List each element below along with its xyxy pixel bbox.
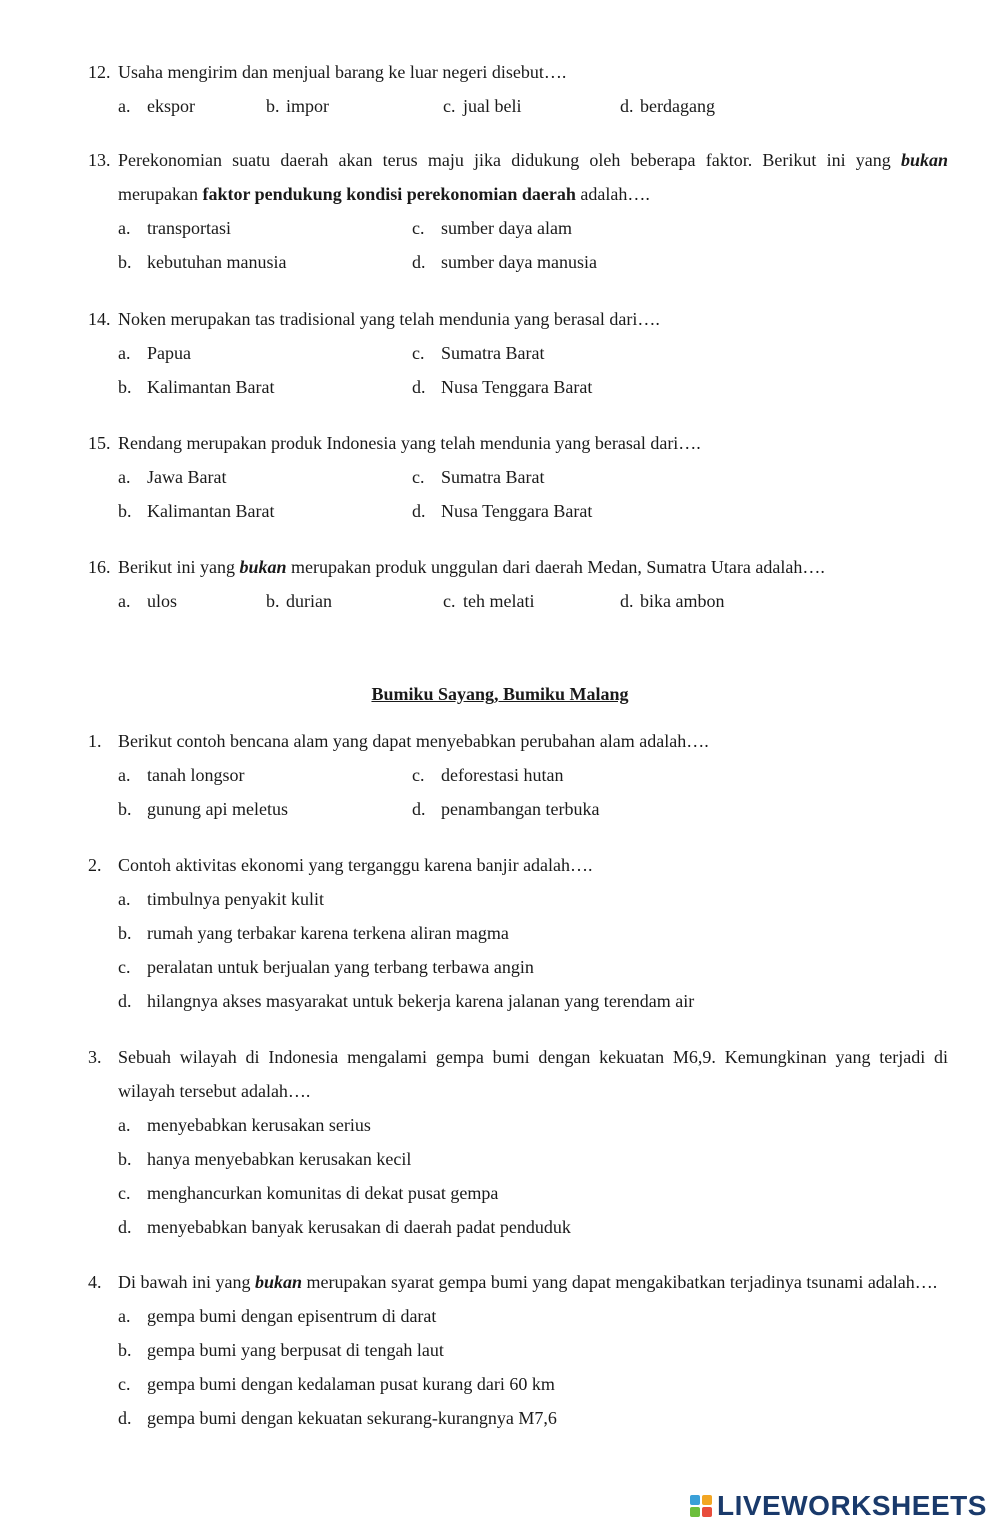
option-letter: a. — [118, 218, 131, 238]
option-c[interactable] — [412, 758, 706, 792]
options-row — [118, 758, 948, 792]
option-letter: d. — [412, 377, 426, 397]
option-letter: c. — [118, 1374, 131, 1394]
answer-options — [118, 336, 948, 404]
answer-options — [118, 211, 948, 279]
option-text: Kalimantan Barat — [147, 501, 275, 521]
options-row — [118, 370, 948, 404]
option-text: sumber daya alam — [441, 218, 572, 238]
options-row — [118, 494, 948, 528]
options-row — [118, 1367, 948, 1401]
option-d[interactable] — [118, 984, 694, 1018]
question-text-segment: Perekonomian suatu daerah akan terus maju jika didukung oleh beberapa faktor. Berikut ini yang — [118, 150, 901, 170]
option-letter: a. — [118, 889, 131, 909]
options-row — [118, 584, 948, 618]
option-text: gempa bumi dengan episentrum di darat — [147, 1306, 437, 1326]
option-letter: d. — [412, 252, 426, 272]
question-text-segment: Sebuah wilayah di Indonesia mengalami gempa bumi dengan kekuatan M6,9. Kemungkinan yang terjadi di wilayah tersebut adalah…. — [118, 1047, 948, 1101]
option-letter: b. — [118, 252, 132, 272]
option-text: hilangnya akses masyarakat untuk bekerja karena jalanan yang terendam air — [147, 991, 695, 1011]
answer-options — [118, 882, 948, 1018]
option-text: peralatan untuk berjualan yang terbang terbawa angin — [147, 957, 534, 977]
options-row — [118, 1333, 948, 1367]
options-row — [118, 245, 948, 279]
option-letter: d. — [118, 991, 132, 1011]
question-text-segment: bukan — [900, 150, 948, 170]
option-c[interactable] — [443, 584, 620, 618]
option-letter: c. — [412, 765, 425, 785]
option-a[interactable] — [118, 89, 266, 123]
question-text-segment: Berikut ini yang — [118, 557, 240, 577]
option-letter: b. — [118, 501, 132, 521]
option-letter: b. — [118, 1340, 132, 1360]
option-letter: d. — [620, 591, 634, 611]
option-letter: c. — [118, 1183, 131, 1203]
question-text-segment: Di bawah ini yang — [118, 1272, 255, 1292]
option-b[interactable] — [118, 916, 509, 950]
question-text — [118, 1040, 948, 1108]
question-15 — [88, 426, 948, 528]
options-row — [118, 211, 948, 245]
option-text: gempa bumi dengan kekuatan sekurang-kurangnya M7,6 — [147, 1408, 557, 1428]
option-c[interactable] — [412, 460, 706, 494]
option-text: gunung api meletus — [147, 799, 288, 819]
answer-options — [118, 1108, 948, 1244]
option-text: gempa bumi dengan kedalaman pusat kurang dari 60 km — [147, 1374, 555, 1394]
question-text-segment: Berikut contoh bencana alam yang dapat menyebabkan perubahan alam adalah…. — [118, 731, 709, 751]
liveworksheets-wordmark: LIVEWORKSHEETS — [717, 1490, 987, 1521]
option-text: Sumatra Barat — [441, 467, 545, 487]
question-text-segment: bukan — [254, 1272, 302, 1292]
option-d[interactable] — [412, 494, 706, 528]
option-letter: b. — [266, 591, 280, 611]
option-letter: d. — [118, 1408, 132, 1428]
option-text: deforestasi hutan — [441, 765, 564, 785]
question-text — [118, 302, 948, 336]
question-number: 3. — [88, 1047, 102, 1067]
question-text-segment: Rendang merupakan produk Indonesia yang telah mendunia yang berasal dari…. — [118, 433, 701, 453]
question-3 — [88, 1040, 948, 1244]
option-d[interactable] — [412, 245, 706, 279]
option-text: ekspor — [147, 96, 195, 116]
option-text: kebutuhan manusia — [147, 252, 287, 272]
question-text-segment: adalah…. — [575, 184, 650, 204]
option-a[interactable] — [118, 882, 324, 916]
question-text-segment: Usaha mengirim dan menjual barang ke luar negeri disebut…. — [118, 62, 567, 82]
question-4 — [88, 1265, 948, 1435]
question-number: 1. — [88, 731, 102, 751]
question-13 — [88, 143, 948, 279]
answer-options — [118, 460, 948, 528]
option-text: sumber daya manusia — [441, 252, 597, 272]
option-d[interactable] — [118, 1401, 557, 1435]
question-text — [118, 55, 948, 89]
option-letter: d. — [620, 96, 634, 116]
option-letter: b. — [266, 96, 280, 116]
question-2 — [88, 848, 948, 1018]
question-text — [118, 724, 948, 758]
option-d[interactable] — [118, 1210, 571, 1244]
question-text-segment: merupakan produk unggulan dari daerah Medan, Sumatra Utara adalah…. — [286, 557, 825, 577]
question-number: 4. — [88, 1272, 102, 1292]
question-14 — [88, 302, 948, 404]
option-text: timbulnya penyakit kulit — [147, 889, 324, 909]
option-text: transportasi — [147, 218, 231, 238]
option-a[interactable] — [118, 460, 412, 494]
option-letter: a. — [118, 467, 131, 487]
option-letter: a. — [118, 591, 131, 611]
option-text: ulos — [147, 591, 178, 611]
section-title: Bumiku Sayang, Bumiku Malang — [371, 684, 629, 704]
option-text: tanah longsor — [147, 765, 245, 785]
question-1 — [88, 724, 948, 826]
options-row — [118, 1210, 948, 1244]
option-c[interactable] — [118, 950, 534, 984]
option-text: berdagang — [640, 96, 715, 116]
option-letter: b. — [118, 923, 132, 943]
option-letter: c. — [443, 96, 456, 116]
option-c[interactable] — [443, 89, 620, 123]
question-number: 16. — [88, 557, 111, 577]
answer-options — [118, 1299, 948, 1435]
options-row — [118, 336, 948, 370]
option-text: menyebabkan kerusakan serius — [147, 1115, 371, 1135]
option-b[interactable] — [266, 584, 443, 618]
answer-options — [118, 89, 948, 123]
option-text: Papua — [147, 343, 191, 363]
option-d[interactable] — [412, 792, 706, 826]
option-letter: b. — [118, 799, 132, 819]
option-letter: a. — [118, 343, 131, 363]
options-row — [118, 1299, 948, 1333]
option-letter: b. — [118, 1149, 132, 1169]
option-text: hanya menyebabkan kerusakan kecil — [147, 1149, 412, 1169]
option-text: durian — [286, 591, 332, 611]
answer-options — [118, 584, 948, 618]
options-row — [118, 1401, 948, 1435]
options-row — [118, 916, 948, 950]
option-letter: a. — [118, 765, 131, 785]
option-letter: a. — [118, 1115, 131, 1135]
question-16 — [88, 550, 948, 618]
option-letter: c. — [443, 591, 456, 611]
option-text: bika ambon — [640, 591, 725, 611]
option-letter: c. — [412, 467, 425, 487]
options-row — [118, 89, 948, 123]
option-b[interactable] — [118, 245, 412, 279]
option-letter: b. — [118, 377, 132, 397]
options-row — [118, 1176, 948, 1210]
liveworksheets-mark-icon — [690, 1495, 712, 1517]
question-text-segment: merupakan — [118, 184, 203, 204]
option-letter: d. — [412, 501, 426, 521]
options-row — [118, 984, 948, 1018]
options-row — [118, 950, 948, 984]
option-text: penambangan terbuka — [441, 799, 600, 819]
question-number: 2. — [88, 855, 102, 875]
option-text: Nusa Tenggara Barat — [441, 377, 593, 397]
question-text — [118, 143, 948, 211]
liveworksheets-logo — [690, 1490, 987, 1522]
option-text: menyebabkan banyak kerusakan di daerah padat penduduk — [147, 1217, 571, 1237]
option-b[interactable] — [118, 1142, 411, 1176]
options-row — [118, 460, 948, 494]
question-number: 13. — [88, 150, 111, 170]
question-text — [118, 550, 948, 584]
option-c[interactable] — [412, 211, 706, 245]
option-c[interactable] — [118, 1367, 555, 1401]
option-d[interactable] — [412, 370, 706, 404]
option-a[interactable] — [118, 336, 412, 370]
question-number: 12. — [88, 62, 111, 82]
option-letter: a. — [118, 1306, 131, 1326]
option-c[interactable] — [118, 1176, 498, 1210]
option-text: impor — [286, 96, 329, 116]
option-text: gempa bumi yang berpusat di tengah laut — [147, 1340, 444, 1360]
options-row — [118, 882, 948, 916]
option-b[interactable] — [118, 1333, 444, 1367]
option-b[interactable] — [118, 792, 412, 826]
answer-options — [118, 758, 948, 826]
option-a[interactable] — [118, 1108, 371, 1142]
option-b[interactable] — [118, 370, 412, 404]
question-text-segment: Noken merupakan tas tradisional yang telah mendunia yang berasal dari…. — [118, 309, 660, 329]
option-text: Sumatra Barat — [441, 343, 545, 363]
option-d[interactable] — [620, 89, 797, 123]
option-text: Kalimantan Barat — [147, 377, 275, 397]
option-a[interactable] — [118, 1299, 436, 1333]
options-row — [118, 1108, 948, 1142]
question-number: 15. — [88, 433, 111, 453]
question-text-segment: merupakan syarat gempa bumi yang dapat mengakibatkan terjadinya tsunami adalah…. — [302, 1272, 938, 1292]
option-text: rumah yang terbakar karena terkena aliran magma — [147, 923, 509, 943]
question-text-segment: bukan — [239, 557, 287, 577]
option-letter: c. — [412, 343, 425, 363]
option-text: jual beli — [463, 96, 522, 116]
question-text — [118, 1265, 948, 1299]
question-text — [118, 848, 948, 882]
option-letter: a. — [118, 96, 131, 116]
option-text: menghancurkan komunitas di dekat pusat gempa — [147, 1183, 499, 1203]
option-a[interactable] — [118, 584, 266, 618]
option-text: Nusa Tenggara Barat — [441, 501, 593, 521]
option-a[interactable] — [118, 211, 412, 245]
option-b[interactable] — [266, 89, 443, 123]
option-letter: d. — [412, 799, 426, 819]
question-text — [118, 426, 948, 460]
option-text: Jawa Barat — [147, 467, 227, 487]
option-a[interactable] — [118, 758, 412, 792]
options-row — [118, 1142, 948, 1176]
option-letter: c. — [412, 218, 425, 238]
question-text-segment: faktor pendukung kondisi perekonomian daerah — [202, 184, 576, 204]
option-letter: d. — [118, 1217, 132, 1237]
question-text-segment: Contoh aktivitas ekonomi yang terganggu karena banjir adalah…. — [118, 855, 593, 875]
question-number: 14. — [88, 309, 111, 329]
options-row — [118, 792, 948, 826]
option-b[interactable] — [118, 494, 412, 528]
option-text: teh melati — [463, 591, 535, 611]
option-letter: c. — [118, 957, 131, 977]
option-c[interactable] — [412, 336, 706, 370]
question-12 — [88, 55, 948, 123]
option-d[interactable] — [620, 584, 797, 618]
